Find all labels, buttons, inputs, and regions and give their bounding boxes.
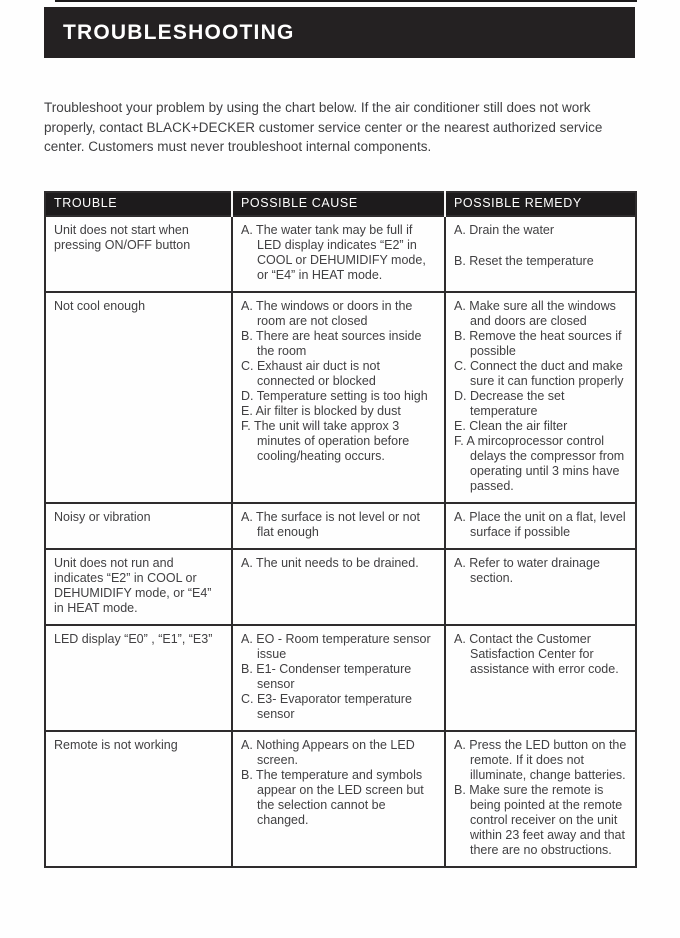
cause-item: B. The temperature and symbols appear on the LED screen but the selection cannot be changed. [241, 768, 424, 827]
page-title: TROUBLESHOOTING [63, 20, 295, 44]
cause-item: F. The unit will take approx 3 minutes of operation before cooling/heating occurs. [241, 419, 410, 463]
section-header-bar [44, 7, 635, 58]
cause-item: A. Nothing Appears on the LED screen. [241, 738, 415, 767]
trouble-cell: LED display “E0” , “E1”, “E3” [45, 625, 232, 731]
cause-cell [232, 216, 445, 292]
remedy-item: E. Clean the air filter [454, 419, 568, 433]
cause-cell [232, 503, 445, 549]
cause-item: A. The water tank may be full if LED display indicates “E2” in COOL or DEHUMIDIFY mode, or “E4” in HEAT mode. [241, 223, 426, 282]
column-header-possible-remedy: POSSIBLE REMEDY [445, 192, 636, 216]
remedy-item: A. Make sure all the windows and doors are closed [454, 299, 616, 328]
remedy-item: A. Refer to water drainage section. [454, 556, 600, 585]
cause-item: E. Air filter is blocked by dust [241, 404, 401, 418]
cause-item: B. There are heat sources inside the room [241, 329, 422, 358]
cause-item: C. E3- Evaporator temperature sensor [241, 692, 412, 721]
table-row [45, 216, 636, 292]
cause-item: D. Temperature setting is too high [241, 389, 428, 403]
remedy-item: B. Make sure the remote is being pointed at the remote control receiver on the unit within 23 feet away and that there are no obstructions. [454, 783, 625, 857]
cause-item: A. EO - Room temperature sensor issue [241, 632, 431, 661]
remedy-cell [445, 292, 636, 503]
cause-item: C. Exhaust air duct is not connected or blocked [241, 359, 380, 388]
remedy-item: C. Connect the duct and make sure it can function properly [454, 359, 624, 388]
cause-item: B. E1- Condenser temperature sensor [241, 662, 412, 691]
trouble-cell: Noisy or vibration [45, 503, 232, 549]
cause-cell [232, 731, 445, 867]
intro-paragraph: Troubleshoot your problem by using the chart below. If the air conditioner still does not work properly, contact BLACK+DECKER customer service center or the nearest authorized service center. Customers must never troubleshoot internal components. [44, 100, 603, 154]
cause-cell [232, 549, 445, 625]
remedy-item: B. Remove the heat sources if possible [454, 329, 622, 358]
cause-item: A. The windows or doors in the room are not closed [241, 299, 413, 328]
remedy-item: A. Press the LED button on the remote. If it does not illuminate, change batteries. [454, 738, 627, 782]
remedy-item: F. A mircoprocessor control delays the compressor from operating until 3 mins have passed. [454, 434, 625, 493]
remedy-cell [445, 216, 636, 292]
trouble-cell: Not cool enough [45, 292, 232, 503]
table-row [45, 549, 636, 625]
table-row [45, 292, 636, 503]
table-row [45, 503, 636, 549]
page-top-edge-line [55, 0, 637, 2]
cause-cell [232, 292, 445, 503]
remedy-item: A. Contact the Customer Satisfaction Center for assistance with error code. [454, 632, 619, 676]
trouble-cell: Unit does not start when pressing ON/OFF button [45, 216, 232, 292]
remedy-item: A. Place the unit on a flat, level surface if possible [454, 510, 626, 539]
column-header-possible-cause: POSSIBLE CAUSE [232, 192, 445, 216]
table-row [45, 731, 636, 867]
column-header-trouble: TROUBLE [45, 192, 232, 216]
cause-item: A. The surface is not level or not flat enough [241, 510, 421, 539]
cause-cell [232, 625, 445, 731]
troubleshooting-table [44, 191, 637, 868]
remedy-cell [445, 503, 636, 549]
table-row [45, 625, 636, 731]
remedy-cell [445, 731, 636, 867]
table-header-row [45, 192, 636, 216]
remedy-item: B. Reset the temperature [454, 254, 594, 268]
remedy-item: D. Decrease the set temperature [454, 389, 565, 418]
cause-item: A. The unit needs to be drained. [241, 556, 419, 570]
remedy-cell [445, 625, 636, 731]
remedy-cell [445, 549, 636, 625]
trouble-cell: Remote is not working [45, 731, 232, 867]
remedy-item: A. Drain the water [454, 223, 555, 237]
trouble-cell: Unit does not run and indicates “E2” in COOL or DEHUMIDIFY mode, or “E4” in HEAT mode. [45, 549, 232, 625]
